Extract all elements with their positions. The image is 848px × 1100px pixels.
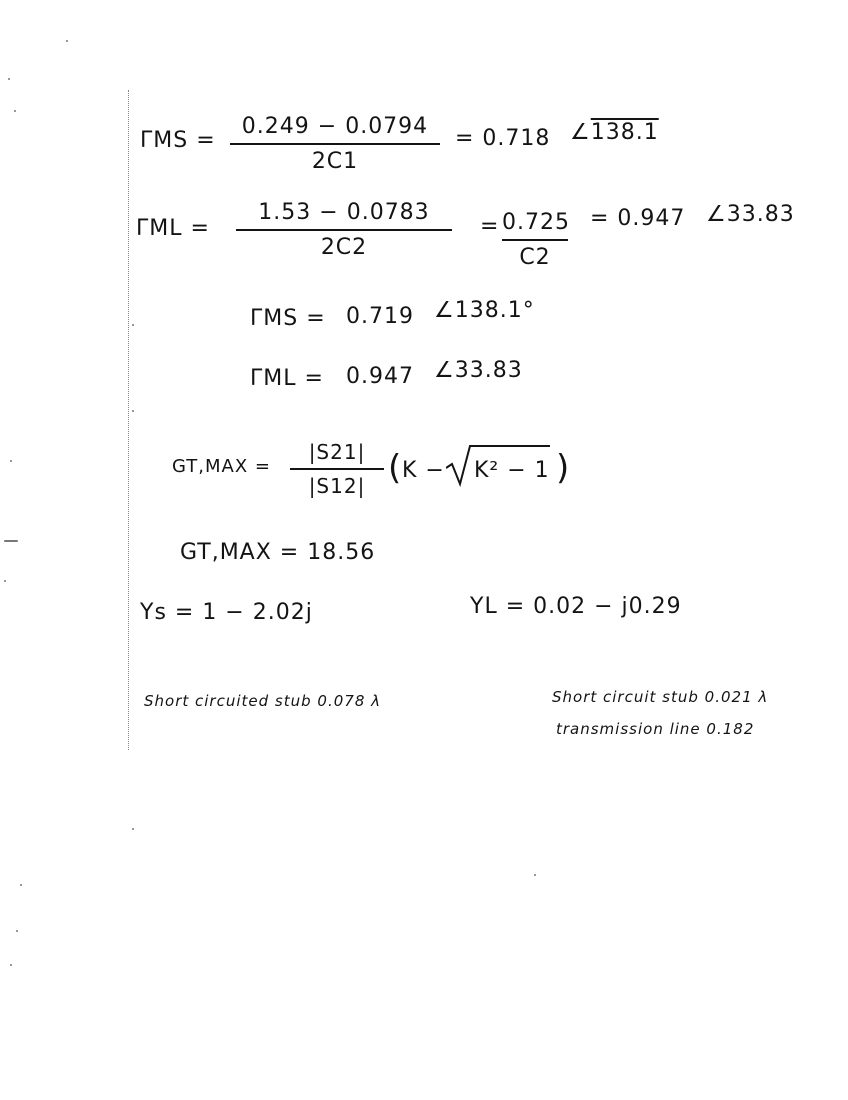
eq2-mid-numerator: 0.725 — [502, 210, 570, 235]
scan-speck — [4, 580, 6, 582]
eq4-value: 0.947 — [346, 364, 414, 389]
angle-icon: ∠ — [434, 298, 455, 323]
eq5-fraction — [290, 440, 384, 498]
eq5-k: K − — [402, 458, 445, 483]
eq5-denominator: |S12| — [308, 474, 366, 498]
scan-speck — [10, 460, 12, 462]
scan-speck — [20, 884, 22, 886]
scan-speck — [132, 828, 134, 830]
eq5-paren-open: ( — [388, 448, 403, 488]
eq3-angle — [434, 298, 535, 323]
scan-speck — [132, 410, 134, 412]
eq1-denominator: 2C1 — [311, 149, 359, 174]
eq2-numerator: 1.53 − 0.0783 — [258, 200, 430, 225]
eq3-angle-value: 138.1° — [454, 298, 535, 323]
eq5-numerator: |S21| — [308, 440, 366, 464]
eq7-yl: YL = 0.02 − j0.29 — [470, 594, 682, 619]
eq2-result: = 0.947 — [590, 206, 686, 231]
scan-speck — [132, 324, 134, 326]
eq3-value: 0.719 — [346, 304, 414, 329]
angle-icon: ∠ — [570, 120, 591, 145]
margin-guide — [128, 90, 130, 750]
scan-speck — [4, 540, 18, 542]
eq5-radicand: K² − 1 — [474, 458, 550, 483]
note-right-line1: Short circuit stub 0.021 λ — [552, 688, 769, 706]
eq2-angle — [706, 202, 795, 227]
eq1-fraction — [230, 114, 440, 174]
eq2-angle-value: 33.83 — [726, 202, 795, 227]
eq2-mid-denominator: C2 — [519, 245, 551, 270]
eq4-angle — [434, 358, 523, 383]
note-right-line2: transmission line 0.182 — [556, 720, 755, 738]
eq3-lhs: ΓMS = — [250, 306, 326, 331]
eq2-fraction — [236, 200, 452, 260]
scan-speck — [14, 110, 16, 112]
eq5-lhs: GT,MAX = — [172, 456, 272, 477]
angle-icon: ∠ — [706, 202, 727, 227]
eq1-angle — [570, 120, 659, 145]
eq5-paren-close: ) — [556, 448, 571, 488]
eq5-fraction-bar — [290, 468, 384, 470]
eq4-lhs: ΓML = — [250, 366, 324, 391]
eq1-lhs: ΓMS = — [140, 128, 216, 153]
scan-speck — [16, 930, 18, 932]
scan-speck — [534, 874, 536, 876]
scan-speck — [10, 964, 12, 966]
scan-speck — [8, 78, 10, 80]
eq4-angle-value: 33.83 — [454, 358, 523, 383]
note-left: Short circuited stub 0.078 λ — [144, 692, 382, 710]
eq6-gain: GT,MAX = 18.56 — [180, 540, 376, 565]
eq2-mid-fraction — [502, 210, 568, 270]
eq2-fraction-bar — [236, 229, 452, 231]
eq1-angle-value: 138.1 — [590, 120, 659, 145]
eq2-equals: = — [480, 214, 500, 239]
eq1-numerator: 0.249 − 0.0794 — [241, 114, 429, 139]
eq2-lhs: ΓML = — [136, 216, 210, 241]
eq2-mid-bar — [502, 239, 568, 241]
eq1-fraction-bar — [230, 143, 440, 145]
angle-icon: ∠ — [434, 358, 455, 383]
eq7-ys: Ys = 1 − 2.02j — [140, 600, 313, 625]
eq1-result: = 0.718 — [455, 126, 551, 151]
eq2-denominator: 2C2 — [320, 235, 368, 260]
scan-speck — [66, 40, 68, 42]
